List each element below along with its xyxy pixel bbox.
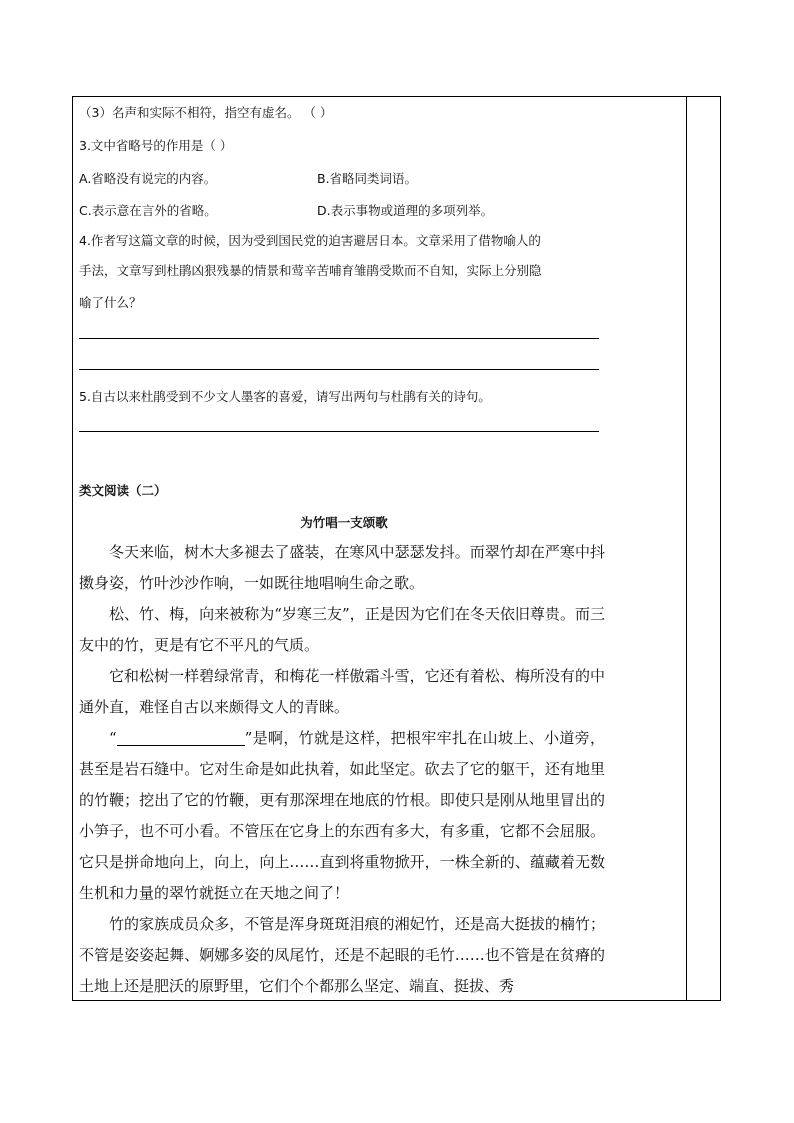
answer-line <box>79 369 599 370</box>
question-3-sub-3: （3）名声和实际不相符，指空有虚名。 （ ） <box>79 105 333 120</box>
question-4-line-3: 喻了什么？ <box>79 295 142 310</box>
answer-line <box>79 431 599 432</box>
option-b: B.省略同类词语。 <box>317 171 418 186</box>
option-a: A.省略没有说完的内容。 <box>79 171 217 186</box>
option-d: D.表示事物或道理的多项列举。 <box>317 203 494 218</box>
paragraph: 冬天来临，树木大多褪去了盛装，在寒风中瑟瑟发抖。而翠竹却在严寒中抖擞身姿，竹叶沙沙作响，一如既往地唱响生命之歌。 <box>79 543 605 592</box>
answer-line <box>79 338 599 339</box>
fill-in-blank[interactable] <box>117 729 245 746</box>
paragraph <box>79 723 605 909</box>
paragraph: 松、竹、梅，向来被称为“岁寒三友”，正是因为它们在冬天依旧尊贵。而三友中的竹，更是有它不平凡的气质。 <box>79 605 605 654</box>
option-c: C.表示意在言外的省略。 <box>79 203 217 218</box>
passage-body <box>79 537 605 1002</box>
question-5: 5.自古以来杜鹃受到不少文人墨客的喜爱，请写出两句与杜鹃有关的诗句。 <box>79 389 491 404</box>
paragraph: 竹的家族成员众多，不管是浑身斑斑泪痕的湘妃竹，还是高大挺拔的楠竹；不管是姿姿起舞、婀娜多姿的凤尾竹，还是不起眼的毛竹……也不管是在贫瘠的土地上还是肥沃的原野里，它们个个都那么坚定、端直、挺拔、秀 <box>79 915 605 995</box>
open-quote: “ <box>109 729 117 747</box>
passage-title: 为竹唱一支颂歌 <box>300 515 388 530</box>
paragraph: 它和松树一样碧绿常青，和梅花一样傲霜斗雪，它还有着松、梅所没有的中通外直，难怪自古以来颇得文人的青睐。 <box>79 667 605 716</box>
question-4-line-2: 手法，文章写到杜鹃凶狠残暴的情景和莺辛苦哺育雏鹃受欺而不自知，实际上分别隐 <box>79 263 542 278</box>
question-3: 3.文中省略号的作用是（ ） <box>79 138 233 153</box>
column-divider <box>686 97 687 1000</box>
section-heading: 类文阅读（二） <box>79 483 167 498</box>
paragraph-text: ”是啊，竹就是这样，把根牢牢扎在山坡上、小道旁，甚至是岩石缝中。它对生命是如此执着，如此坚定。砍去了它的躯干，还有地里的竹鞭；挖出了它的竹鞭，更有那深埋在地底的竹根。即使只是刚从地里冒出的小笋子，也不可小看。不管压在它身上的东西有多大，有多重，它都不会屈服。它只是拼命地向上，向上，向上……直到将重物掀开，一株全新的、蕴藏着无数生机和力量的翠竹就挺立在天地之间了！ <box>79 729 605 902</box>
question-3-options-row-1 <box>79 169 599 187</box>
question-3-options-row-2 <box>79 201 599 219</box>
question-4-line-1: 4.作者写这篇文章的时候，因为受到国民党的迫害避居日本。文章采用了借物喻人的 <box>79 233 541 248</box>
worksheet-table <box>72 96 721 1001</box>
